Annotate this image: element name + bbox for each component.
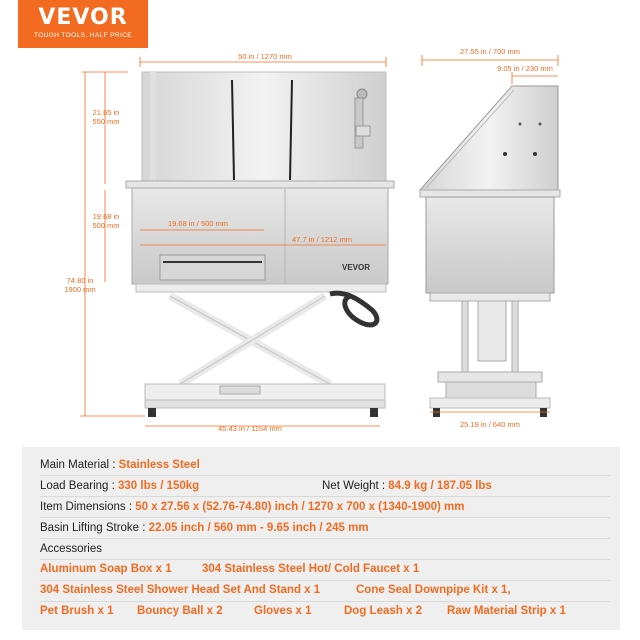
logo-brand: VEVOR bbox=[38, 5, 128, 30]
basin-depth-label: 19.68 in 500 mm bbox=[92, 212, 120, 230]
spec-row-material bbox=[40, 455, 610, 476]
spec-panel bbox=[22, 447, 620, 630]
accessory-item: Bouncy Ball x 2 bbox=[137, 605, 223, 617]
spec-key: Net Weight : bbox=[322, 480, 389, 492]
accessory-item: Pet Brush x 1 bbox=[40, 605, 114, 617]
front-width-label: 50 in / 1270 mm bbox=[238, 52, 292, 61]
spec-key: Basin Lifting Stroke : bbox=[40, 522, 149, 534]
backsplash-height-label: 21.65 in 550 mm bbox=[92, 108, 120, 126]
total-height-label: 74.80 in 1900 mm bbox=[64, 276, 96, 294]
spec-value: 22.05 inch / 560 mm - 9.65 inch / 245 mm bbox=[148, 522, 369, 534]
side-base-label: 25.19 in / 640 mm bbox=[459, 420, 521, 429]
spec-value: 330 lbs / 150kg bbox=[118, 480, 200, 492]
spec-value: Stainless Steel bbox=[118, 459, 200, 471]
spec-row-load bbox=[40, 476, 610, 497]
inner-length-label: 47.7 in / 1212 mm bbox=[292, 235, 353, 244]
logo-tagline: TOUGH TOOLS, HALF PRICE bbox=[33, 32, 133, 39]
spec-key: Accessories bbox=[40, 543, 102, 555]
base-length-label: 45.43 in / 1154 mm bbox=[218, 424, 282, 433]
spec-row-dimensions bbox=[40, 497, 610, 518]
spec-net-weight bbox=[322, 476, 492, 496]
side-depth-label: 27.55 in / 700 mm bbox=[459, 47, 521, 56]
accessory-item: Raw Material Strip x 1 bbox=[447, 605, 566, 617]
spec-row-accessories bbox=[40, 539, 610, 560]
spec-key: Item Dimensions : bbox=[40, 501, 136, 513]
tub-logo: VEVOR bbox=[342, 263, 371, 272]
spec-key: Main Material : bbox=[40, 459, 119, 471]
spec-key: Load Bearing : bbox=[40, 480, 119, 492]
side-backsplash-label: 9.05 in / 230 mm bbox=[497, 64, 553, 73]
accessory-item: 304 Stainless Steel Shower Head Set And Stand x 1 bbox=[40, 584, 321, 596]
side-view-tub bbox=[420, 86, 560, 417]
spec-value: 50 x 27.56 x (52.76-74.80) inch / 1270 x 700 x (1340-1900) mm bbox=[135, 501, 465, 513]
accessory-item: 304 Stainless Steel Hot/ Cold Faucet x 1 bbox=[202, 563, 420, 575]
spec-value: 84.9 kg / 187.05 lbs bbox=[388, 480, 492, 492]
accessory-item: Aluminum Soap Box x 1 bbox=[40, 563, 172, 575]
accessory-item: Gloves x 1 bbox=[254, 605, 312, 617]
door-width-label: 19.68 in / 500 mm bbox=[168, 219, 229, 228]
front-view-tub bbox=[126, 72, 394, 417]
accessory-item: Cone Seal Downpipe Kit x 1, bbox=[356, 584, 511, 596]
spec-row-stroke bbox=[40, 518, 610, 539]
accessory-item: Dog Leash x 2 bbox=[344, 605, 422, 617]
